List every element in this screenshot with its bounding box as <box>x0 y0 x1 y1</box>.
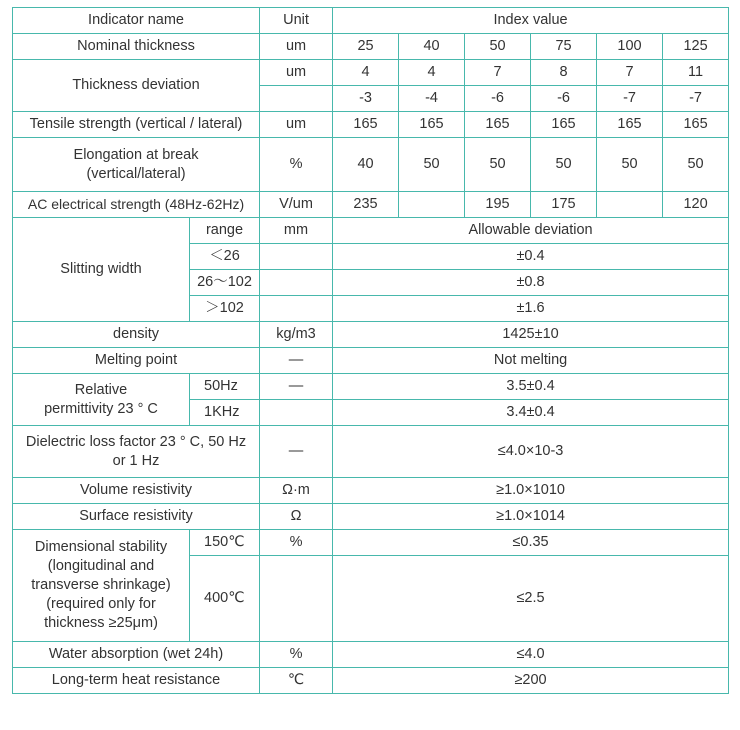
row-label: Tensile strength (vertical / lateral) <box>13 112 260 138</box>
row-unit-empty <box>260 556 333 642</box>
row-unit: — <box>260 426 333 478</box>
cell-value: 100 <box>597 34 663 60</box>
cell-value: 235 <box>333 192 399 218</box>
cell-value: 8 <box>531 60 597 86</box>
cell-value: 7 <box>597 60 663 86</box>
cell-value: 40 <box>333 138 399 192</box>
table-row <box>13 642 729 668</box>
cell-value: 11 <box>663 60 729 86</box>
cell-value: 3.5±0.4 <box>333 374 729 400</box>
row-label: Slitting width <box>13 218 190 322</box>
row-unit: Ω <box>260 504 333 530</box>
label-line: (vertical/lateral) <box>86 165 186 182</box>
cell-value: 165 <box>597 112 663 138</box>
table-row <box>13 218 729 244</box>
table-row <box>13 192 729 218</box>
cell-value: ±1.6 <box>333 296 729 322</box>
row-unit: kg/m3 <box>260 322 333 348</box>
row-label <box>13 374 190 426</box>
table-row <box>13 348 729 374</box>
row-label: Thickness deviation <box>13 60 260 112</box>
row-unit-empty <box>260 400 333 426</box>
row-label <box>13 530 190 642</box>
row-unit: % <box>260 530 333 556</box>
table-row <box>13 138 729 192</box>
row-unit-empty <box>260 296 333 322</box>
cell-value: 3.4±0.4 <box>333 400 729 426</box>
row-unit-empty <box>260 86 333 112</box>
table-row <box>13 34 729 60</box>
header-row <box>13 8 729 34</box>
label-line: or 1 Hz <box>112 452 160 469</box>
cell-value: -7 <box>597 86 663 112</box>
cell-value: -4 <box>399 86 465 112</box>
label-line: thickness ≥25μm) <box>44 615 158 631</box>
cell-value: ≤4.0 <box>333 642 729 668</box>
row-unit-empty <box>260 244 333 270</box>
row-label: Long-term heat resistance <box>13 668 260 694</box>
cell-value: 165 <box>399 112 465 138</box>
condition-cell: 1KHz <box>190 400 260 426</box>
cell-value: ±0.4 <box>333 244 729 270</box>
table-row <box>13 112 729 138</box>
cell-value: 75 <box>531 34 597 60</box>
header-index: Index value <box>333 8 729 34</box>
cell-value: 120 <box>663 192 729 218</box>
cell-value: 50 <box>465 34 531 60</box>
range-cell: ＜26 <box>190 244 260 270</box>
cell-value: 50 <box>399 138 465 192</box>
table-row <box>13 478 729 504</box>
row-unit: V/um <box>260 192 333 218</box>
cell-value: 165 <box>465 112 531 138</box>
cell-value <box>399 192 465 218</box>
label-line: Dimensional stability <box>34 539 168 555</box>
condition-cell: 50Hz <box>190 374 260 400</box>
cell-value: 50 <box>531 138 597 192</box>
cell-value <box>597 192 663 218</box>
temperature-cell: 150℃ <box>190 530 260 556</box>
cell-value: 7 <box>465 60 531 86</box>
cell-value: 165 <box>531 112 597 138</box>
row-label: Water absorption (wet 24h) <box>13 642 260 668</box>
header-indicator: Indicator name <box>13 8 260 34</box>
cell-value: ±0.8 <box>333 270 729 296</box>
row-label: Volume resistivity <box>13 478 260 504</box>
row-label: Surface resistivity <box>13 504 260 530</box>
cell-value: 4 <box>399 60 465 86</box>
cell-value: -6 <box>465 86 531 112</box>
cell-value: ≤4.0×10-3 <box>333 426 729 478</box>
row-label: AC electrical strength (48Hz-62Hz) <box>13 192 260 218</box>
row-unit: um <box>260 60 333 86</box>
header-unit: Unit <box>260 8 333 34</box>
table-row <box>13 426 729 478</box>
cell-value: 175 <box>531 192 597 218</box>
cell-value: -7 <box>663 86 729 112</box>
cell-value: 50 <box>663 138 729 192</box>
cell-value: ≥1.0×1014 <box>333 504 729 530</box>
row-unit-empty <box>260 270 333 296</box>
row-label: Nominal thickness <box>13 34 260 60</box>
range-cell: 26～102 <box>190 270 260 296</box>
label-line: Elongation at break <box>73 146 199 163</box>
temperature-cell: 400℃ <box>190 556 260 642</box>
cell-value: 125 <box>663 34 729 60</box>
sub-header-range: range <box>190 218 260 244</box>
cell-value: 25 <box>333 34 399 60</box>
row-unit: — <box>260 348 333 374</box>
label-line: (longitudinal and <box>47 558 155 574</box>
row-label <box>13 426 260 478</box>
row-label <box>13 138 260 192</box>
row-unit: — <box>260 374 333 400</box>
cell-value: 40 <box>399 34 465 60</box>
cell-value: 50 <box>597 138 663 192</box>
row-unit: % <box>260 642 333 668</box>
row-unit: % <box>260 138 333 192</box>
cell-value: ≥1.0×1010 <box>333 478 729 504</box>
label-line: Dielectric loss factor 23 ° C, 50 Hz <box>25 433 247 450</box>
cell-value: 50 <box>465 138 531 192</box>
row-unit: um <box>260 34 333 60</box>
value-header: Allowable deviation <box>333 218 729 244</box>
cell-value: ≤2.5 <box>333 556 729 642</box>
specification-table <box>12 7 729 694</box>
cell-value: 165 <box>333 112 399 138</box>
row-unit: mm <box>260 218 333 244</box>
cell-value: ≥200 <box>333 668 729 694</box>
row-label: Melting point <box>13 348 260 374</box>
table-row <box>13 322 729 348</box>
row-unit: um <box>260 112 333 138</box>
table-row <box>13 374 729 400</box>
cell-value: 165 <box>663 112 729 138</box>
label-line: Relative <box>74 381 128 398</box>
cell-value: 1425±10 <box>333 322 729 348</box>
cell-value: 195 <box>465 192 531 218</box>
range-cell: ＞102 <box>190 296 260 322</box>
row-label: density <box>13 322 260 348</box>
label-line: permittivity 23 ° C <box>44 400 158 417</box>
table-row <box>13 60 729 86</box>
table-row <box>13 504 729 530</box>
row-unit: ℃ <box>260 668 333 694</box>
cell-value: -6 <box>531 86 597 112</box>
row-unit: Ω·m <box>260 478 333 504</box>
cell-value: Not melting <box>333 348 729 374</box>
table-row <box>13 668 729 694</box>
cell-value: ≤0.35 <box>333 530 729 556</box>
cell-value: -3 <box>333 86 399 112</box>
label-line: (required only for <box>46 596 156 612</box>
table-row <box>13 530 729 556</box>
cell-value: 4 <box>333 60 399 86</box>
label-line: transverse shrinkage) <box>31 577 171 593</box>
